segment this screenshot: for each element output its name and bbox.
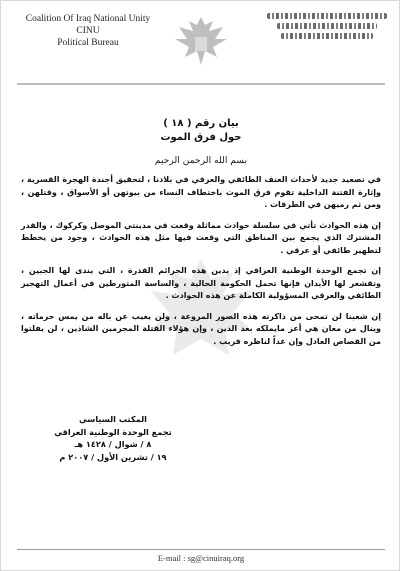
org-name-arabic-calligraphy [267, 13, 387, 43]
paragraph: إن شعبنا لن تمحى من ذاكرته هذه الصور المروعة ، ولن يغيب عن باله من يمس حرماته ، وينال من معان هي أعز مايملكه بعد الدين ، وإن هؤلاء القتلة المجرمين الشاذين ، لن يفلتوا من القصاص العادل وإن غداً لناظره قريب . [21, 311, 381, 346]
header-divider [17, 83, 385, 85]
signatory-office: المكتب السياسي [79, 414, 147, 424]
paragraph: إن هذه الحوادث تأتي في سلسلة حوادث مماثلة وقعت في مدينتي الموصل وكركوك ، والقدر المشترك الذي يجمع بين المناطق التي وقعت فيها مثل هذه الحوادث ، وجود من يخطط لتطهير طائفي أو عرقي . [21, 220, 381, 255]
org-name-line: Coalition Of Iraq National Unity [25, 14, 151, 24]
signature-block [33, 413, 193, 463]
footer-divider [17, 549, 385, 550]
statement-subject: حول فرق الموت [160, 132, 242, 143]
basmala: بسم الله الرحمن الرحيم [154, 155, 248, 166]
bureau-name: Political Bureau [57, 38, 119, 48]
statement-number: بيان رقم ( ١٨ ) [163, 118, 239, 129]
footer-email: E-mail : sg@cinuiraq.org [157, 553, 245, 563]
paragraph: إن تجمع الوحدة الوطنية العراقي إذ يدين هذه الجرائم القذرة ، التي يندى لها الجبين ، وتقشعر لها الأبدان فإنها تحمل الحكومة الحالية ، والساسة المتورطين في أعمال التهجير الطائفي والعرقي المسؤولية الكاملة عن هذه الحوادث . [21, 266, 381, 300]
gregorian-date: ١٩ / تشرين الأول / ٢٠٠٧ م [59, 451, 167, 462]
hijri-date: ٨ / شوال / ١٤٢٨ هـ [74, 439, 152, 449]
org-abbreviation: CINU [76, 26, 100, 36]
calligraphy-line [281, 33, 373, 39]
letterhead-header [1, 1, 400, 79]
calligraphy-line [267, 13, 387, 19]
paragraph: في تصعيد جديد لأحداث العنف الطائفي والعرقي في بلادنا ، لتحقيق أجندة الهجرة القسرية ، وإثارة الفتنة الداخلية تقوم فرق الموت باختطاف النساء من بيوتهن أو الأسواق ، وقتلهن ، ومن ثم رميهن في الطرقات . [21, 175, 381, 209]
signatory-org: تجمع الوحدة الوطنية العراقي [54, 426, 172, 437]
calligraphy-line [277, 23, 377, 29]
org-name-english [23, 13, 153, 49]
eagle-emblem-icon [169, 9, 233, 73]
